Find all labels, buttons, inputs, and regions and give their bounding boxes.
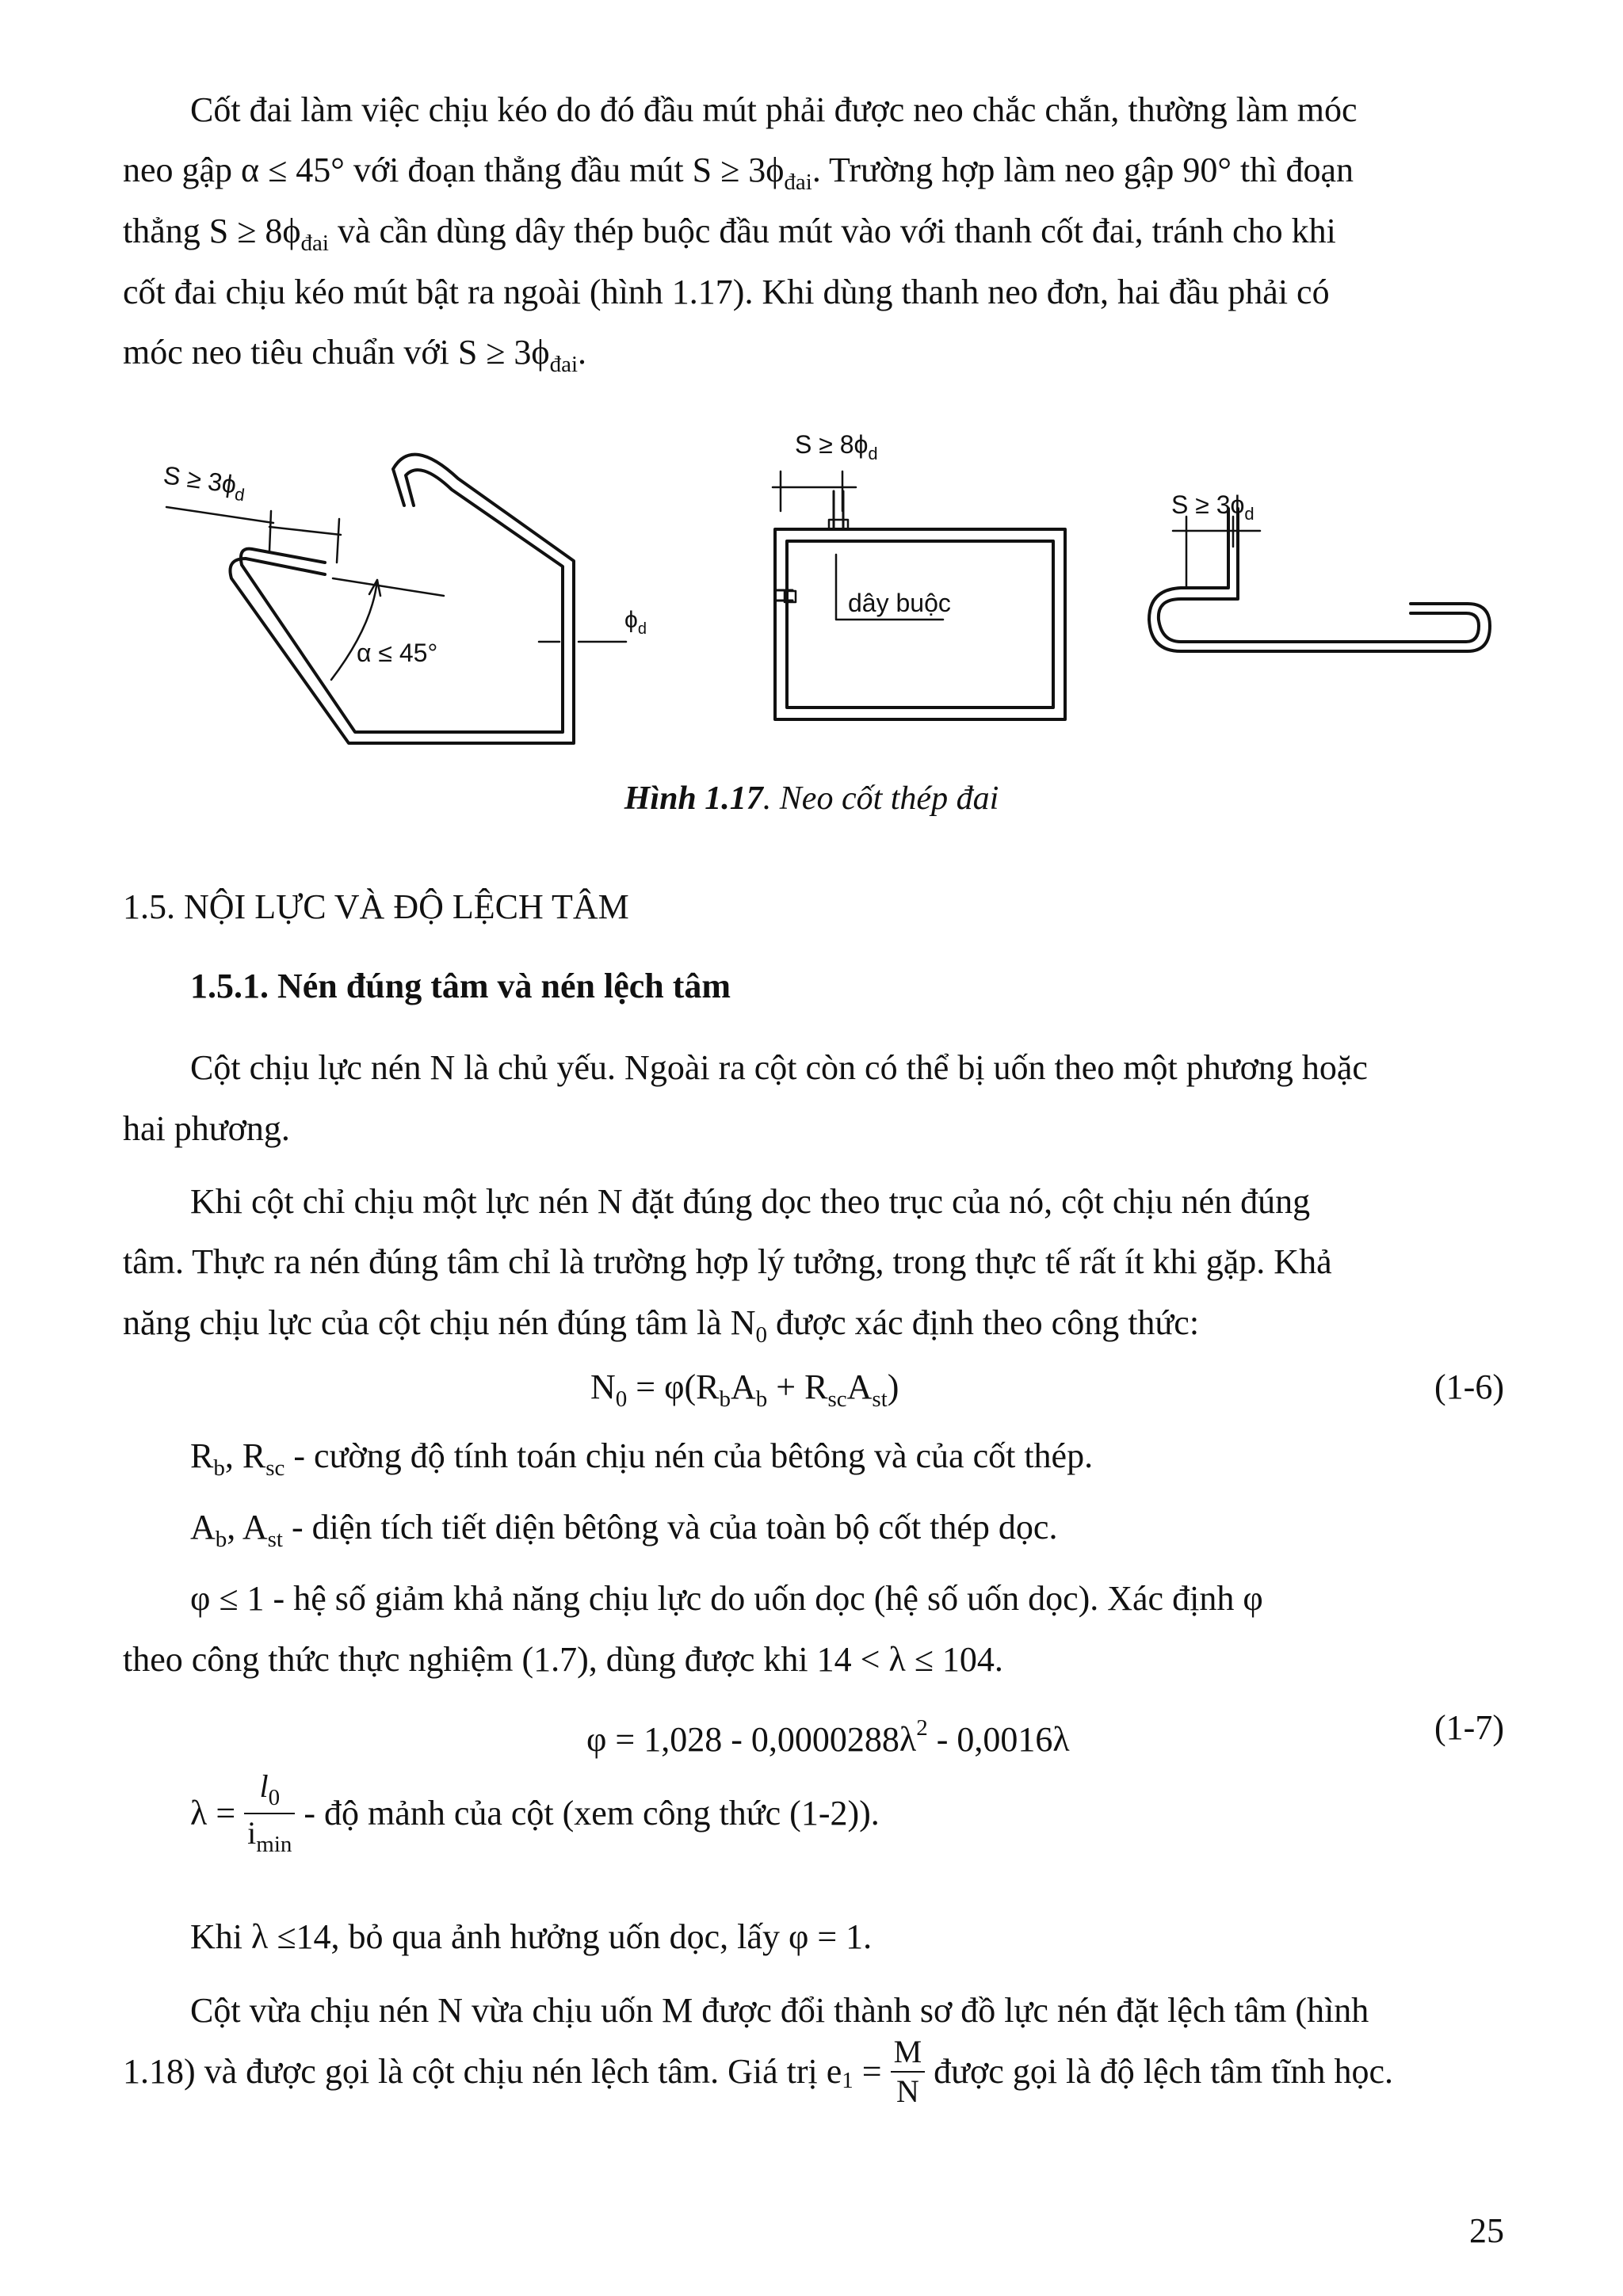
left-dim-tick2: [337, 519, 339, 563]
page-number: 25: [1469, 2211, 1504, 2250]
left-dim-line: [269, 527, 341, 535]
mid-stirrup-outer: [775, 529, 1065, 719]
equation-number-1-7: (1-7): [1434, 1708, 1504, 1747]
lambda-fraction: $\frac{l_0}{i_{min}}$: [244, 1771, 295, 1856]
left-dim-leader: [166, 507, 273, 523]
para4-line2: 1.18) và được gọi là cột chịu nén lệch tâm. Giá trị $e_1$ = $\frac{M}{N}$ được gọi là độ lệch tâm tĩnh học.: [123, 2034, 1394, 2109]
label-s8: $S \ge 8\phi_d$: [795, 430, 878, 463]
def-ab-ast: $A_b$, $A_{st}$ - diện tích tiết diện bêtông và của toàn bộ cốt thép dọc.: [190, 1508, 1058, 1552]
equation-1-6: $N_0 = \varphi(R_bA_b + R_{sc}A_{st})$: [590, 1367, 899, 1412]
def-phi-line1: φ ≤ 1 - hệ số giảm khả năng chịu lực do uốn dọc (hệ số uốn dọc). Xác định φ: [190, 1579, 1263, 1618]
lambda-definition: λ = $\frac{l_0}{i_{min}}$ - độ mảnh của cột (xem công thức (1-2)).: [190, 1768, 880, 1857]
left-stirrup-inner: [241, 470, 563, 732]
left-extension-line: [333, 578, 444, 596]
para1-line5: móc neo tiêu chuẩn với $S \ge 3\phi_{đai}$.: [123, 333, 587, 377]
para4-line1: Cột vừa chịu nén N vừa chịu uốn M được đổi thành sơ đồ lực nén đặt lệch tâm (hình: [190, 1991, 1369, 2030]
def-rb-rsc: $R_b$, $R_{sc}$ - cường độ tính toán chịu nén của bêtông và của cốt thép.: [190, 1436, 1094, 1481]
left-dim-tick1: [269, 511, 271, 551]
para3-line2: tâm. Thực ra nén đúng tâm chỉ là trường hợp lý tưởng, trong thực tế rất ít khi gặp. Khả: [123, 1242, 1332, 1281]
subsection-title: 1.5.1. Nén đúng tâm và nén lệch tâm: [190, 967, 731, 1005]
equation-1-7: $\varphi = 1,028 - 0,0000288\lambda^2 - 0,0016\lambda$: [586, 1715, 1070, 1759]
para2-line2: hai phương.: [123, 1109, 290, 1148]
left-stirrup-outer: [230, 455, 574, 743]
label-day-buoc: dây buộc: [848, 589, 951, 617]
right-bar-outer: [1159, 509, 1479, 642]
figure-caption: Hình 1.17. Neo cốt thép đai: [624, 780, 999, 817]
equation-number-1-6: (1-6): [1434, 1367, 1504, 1406]
para2-line1: Cột chịu lực nén N là chủ yếu. Ngoài ra cột còn có thể bị uốn theo một phương hoặc: [190, 1048, 1368, 1087]
stirrup-anchorage-figure: [0, 412, 1623, 769]
para1-line3: thẳng $S \ge 8\phi_{đai}$ và cần dùng dây thép buộc đầu mút vào với thanh cốt đai, tránh cho khi: [123, 212, 1336, 256]
para1-line2: neo gập α ≤ 45° với đoạn thẳng đầu mút $S \ge 3\phi_{đai}$. Trường hợp làm neo gập 90° thì đoạn: [123, 151, 1354, 195]
section-title: 1.5. NỘI LỰC VÀ ĐỘ LỆCH TÂM: [123, 887, 629, 926]
label-s3-right: $S \ge 3\phi_d$: [1171, 490, 1254, 524]
label-alpha: α ≤ 45°: [357, 639, 438, 667]
def-phi-line2: theo công thức thực nghiệm (1.7), dùng được khi 14 < λ ≤ 104.: [123, 1640, 1003, 1679]
para3-line1: Khi cột chỉ chịu một lực nén N đặt đúng dọc theo trục của nó, cột chịu nén đúng: [190, 1182, 1311, 1221]
note-lambda: Khi λ ≤14, bỏ qua ảnh hưởng uốn dọc, lấy φ = 1.: [190, 1917, 873, 1956]
eccentricity-fraction: $\frac{M}{N}$: [891, 2036, 926, 2107]
label-s3-left: $S \ge 3\phi_d$: [162, 460, 246, 505]
para1-line1: Cốt đai làm việc chịu kéo do đó đầu mút phải được neo chắc chắn, thường làm móc: [190, 90, 1358, 129]
para3-line3: năng chịu lực của cột chịu nén đúng tâm là $N_0$ được xác định theo công thức:: [123, 1303, 1200, 1348]
label-phid: $\phi_d$: [624, 607, 647, 638]
mid-stirrup-inner: [787, 541, 1053, 707]
para1-line4: cốt đai chịu kéo mút bật ra ngoài (hình 1.17). Khi dùng thanh neo đơn, hai đầu phải có: [123, 273, 1330, 311]
